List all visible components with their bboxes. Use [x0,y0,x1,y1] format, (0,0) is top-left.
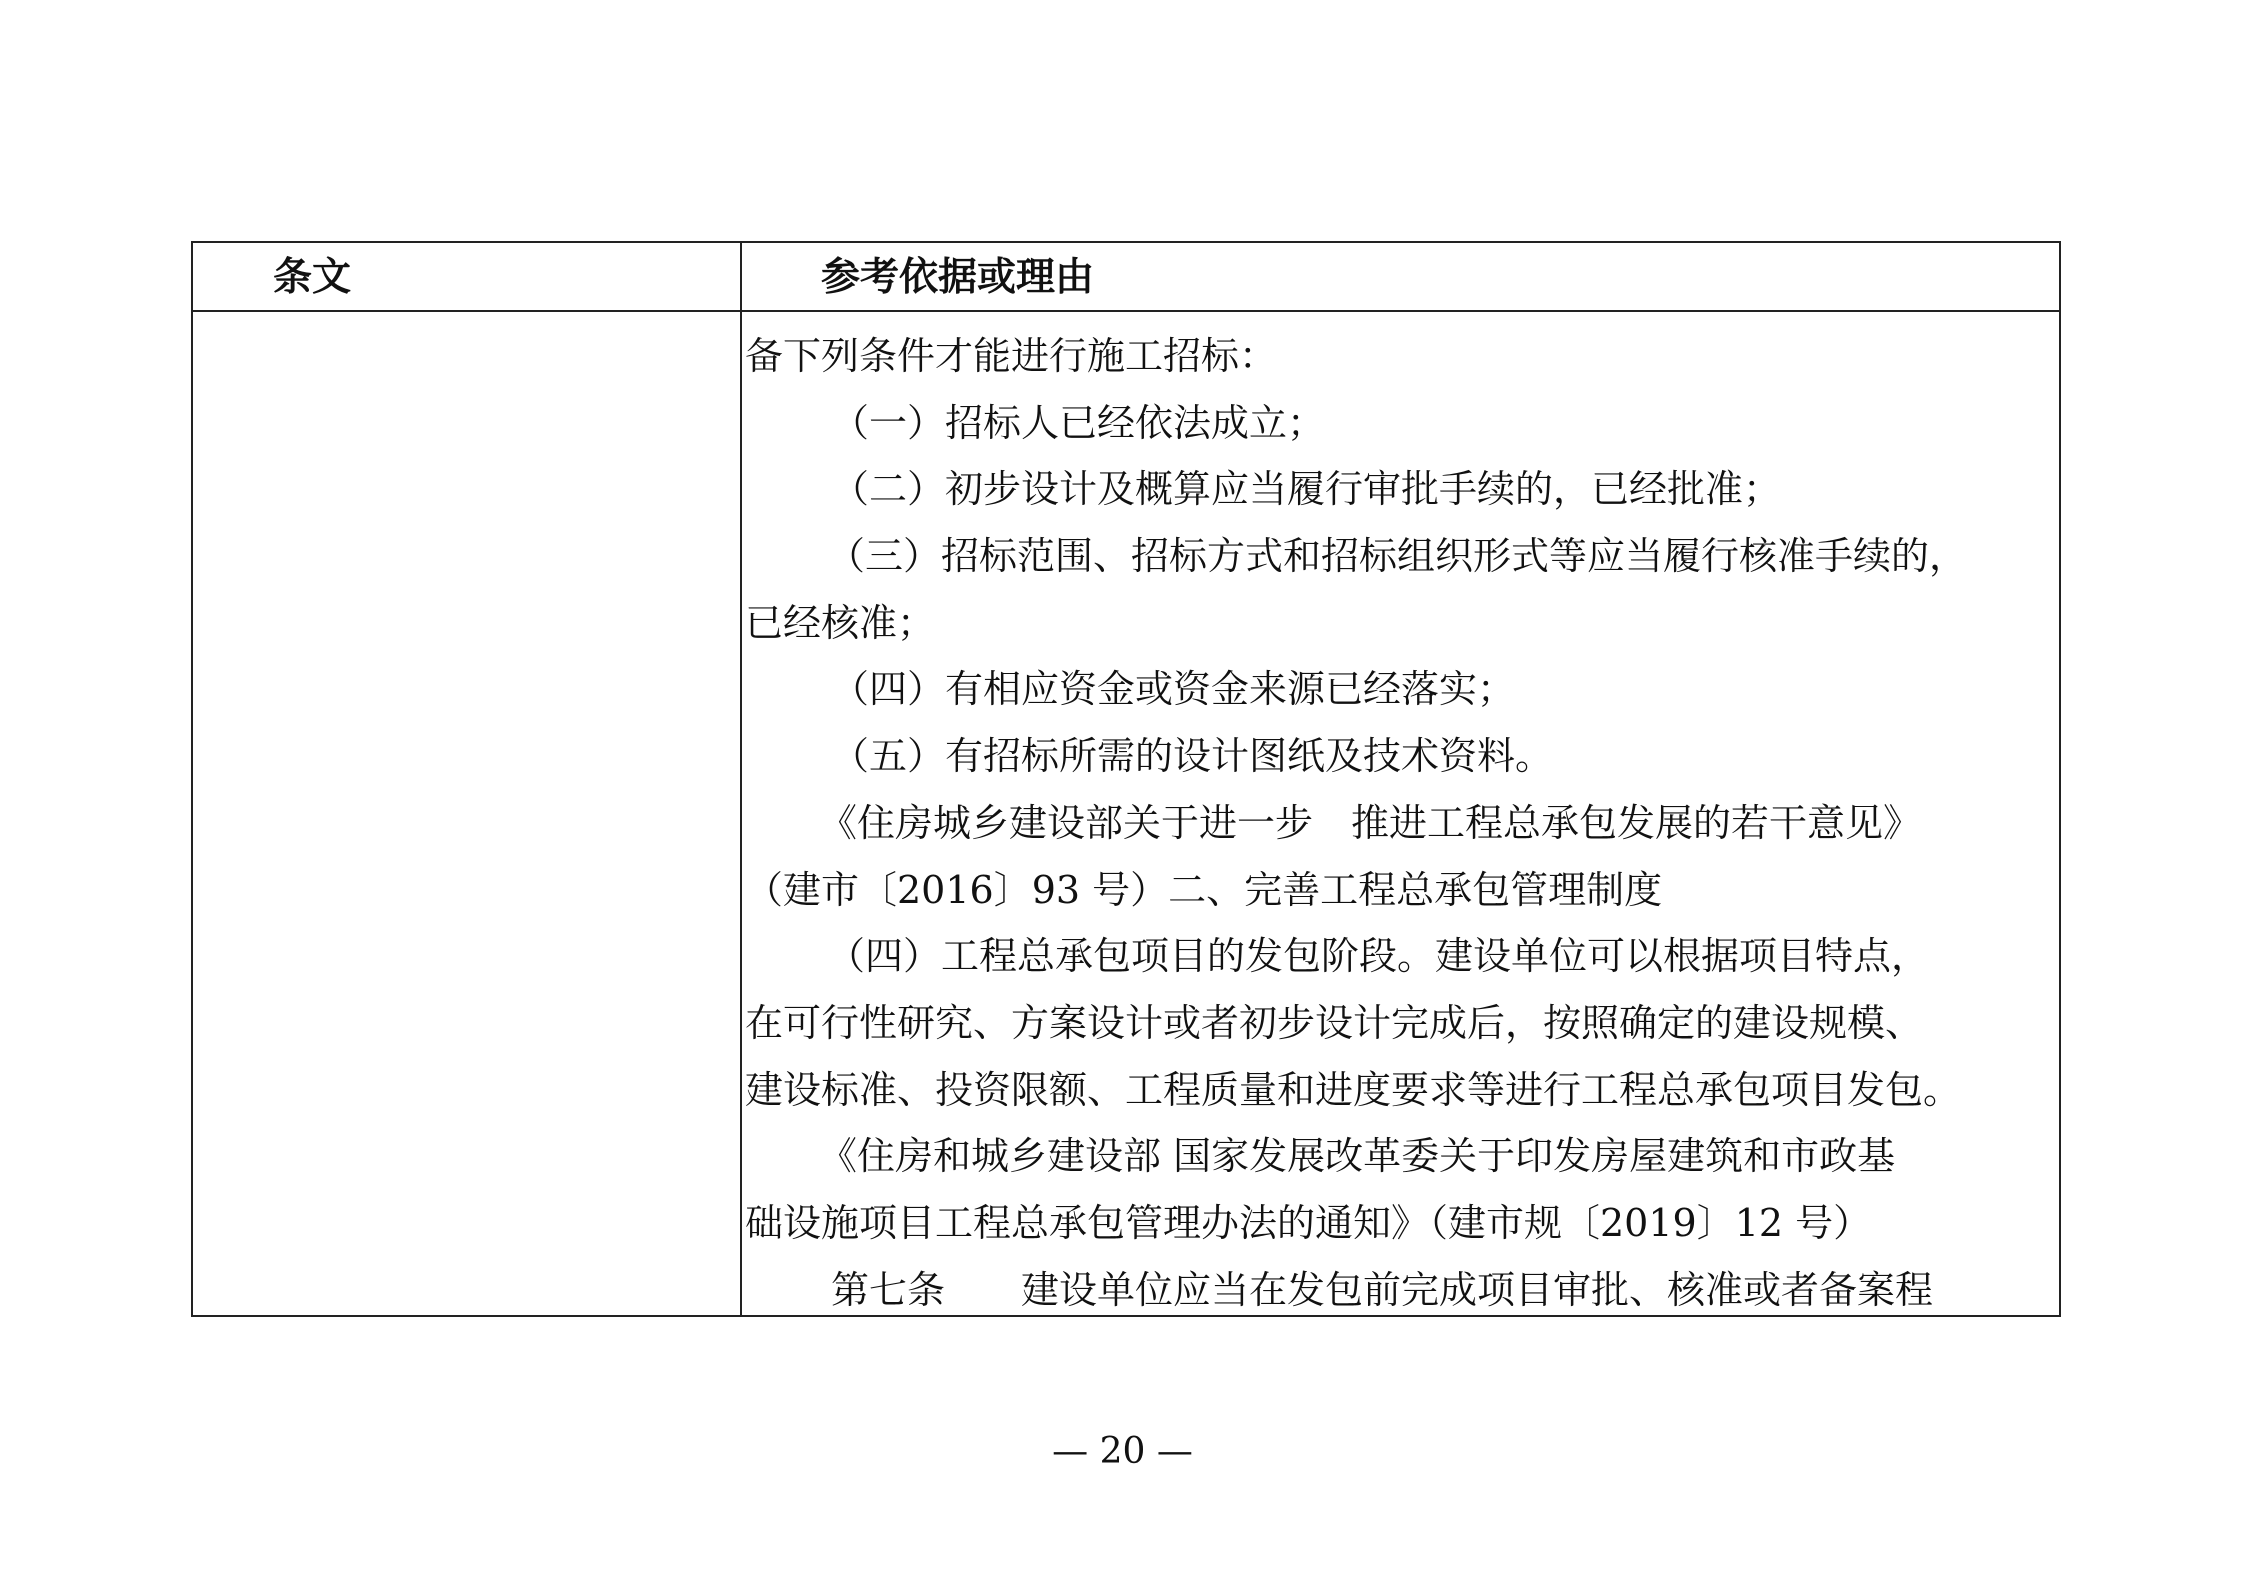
text-line: （一）招标人已经依法成立； [831,400,1326,445]
text-line: 在可行性研究、方案设计或者初步设计完成后，按照确定的建设规模、 [745,1000,1924,1045]
text-line: 础设施项目工程总承包管理办法的通知》（建市规〔2019〕12 号） [745,1200,1872,1245]
text-line: 建设标准、投资限额、工程质量和进度要求等进行工程总承包项目发包。 [745,1067,1962,1112]
text-line: 已经核准； [745,600,936,645]
text-line: （四）工程总承包项目的发包阶段。建设单位可以根据项目特点， [827,934,1930,979]
header-article: 条文 [273,254,352,300]
text-line: 第七条 建设单位应当在发包前完成项目审批、核准或者备案程 [831,1267,1934,1312]
reference-cell [745,323,2055,1313]
text-line: （二）初步设计及概算应当履行审批手续的，已经批准； [831,467,1782,512]
header-divider [193,310,2059,312]
text-line: （五）有招标所需的设计图纸及技术资料。 [831,734,1554,779]
text-line: 《住房城乡建设部关于进一步 推进工程总承包发展的若干意见》 [819,800,1922,845]
text-line: （四）有相应资金或资金来源已经落实； [831,667,1516,712]
regulation-table [191,241,2061,1317]
page-number: — 20 — [1052,1431,1193,1472]
text-line: （三）招标范围、招标方式和招标组织形式等应当履行核准手续的， [827,534,1968,579]
header-reference: 参考依据或理由 [821,254,1095,300]
column-divider [740,243,742,1315]
text-line: 备下列条件才能进行施工招标： [745,334,1278,378]
text-line: （建市〔2016〕93 号）二、完善工程总承包管理制度 [745,867,1663,912]
text-line: 《住房和城乡建设部 国家发展改革委关于印发房屋建筑和市政基 [819,1134,1896,1179]
